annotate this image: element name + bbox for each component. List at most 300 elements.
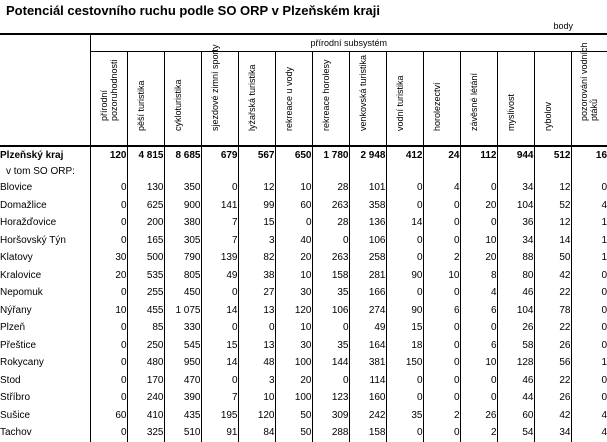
table-cell: 14	[534, 232, 571, 250]
table-cell: 410	[127, 407, 164, 425]
table-cell: 274	[349, 302, 386, 320]
empty-cell	[238, 164, 275, 179]
table-cell: 450	[164, 284, 201, 302]
table-cell: 54	[497, 424, 534, 442]
table-cell: 10	[275, 319, 312, 337]
table-cell: 35	[386, 407, 423, 425]
table-cell: 0	[386, 232, 423, 250]
table-cell: 0	[201, 179, 238, 197]
unit-label: body	[553, 21, 573, 31]
table-cell: 136	[349, 214, 386, 232]
column-header-label: rekreace u vody	[283, 66, 294, 131]
empty-cell	[164, 164, 201, 179]
table-row	[0, 284, 607, 302]
column-header	[90, 52, 127, 147]
table-cell: 0	[571, 319, 607, 337]
table-cell: 13	[238, 302, 275, 320]
column-header-label: horolezectví	[431, 82, 442, 131]
empty-cell	[423, 164, 460, 179]
table-cell: 52	[534, 197, 571, 215]
column-header-label: venkovská turistika	[357, 54, 368, 131]
table-cell: 288	[312, 424, 349, 442]
table-cell: 309	[312, 407, 349, 425]
table-cell: 0	[571, 179, 607, 197]
table-cell: 10	[423, 267, 460, 285]
table-cell: 60	[497, 407, 534, 425]
row-name: Stříbro	[0, 392, 31, 404]
column-header-label: přírodní pozoruhodnosti	[98, 59, 119, 121]
table-cell: 35	[312, 284, 349, 302]
table-cell: 242	[349, 407, 386, 425]
table-cell: 455	[127, 302, 164, 320]
table-cell: 0	[423, 389, 460, 407]
table-cell: 104	[497, 302, 534, 320]
table-cell: 26	[460, 407, 497, 425]
table-cell: 20	[460, 197, 497, 215]
table-cell: 805	[164, 267, 201, 285]
table-cell: 0	[571, 284, 607, 302]
table-cell: 470	[164, 372, 201, 390]
table-cell: 258	[349, 249, 386, 267]
table-cell: 42	[534, 407, 571, 425]
group-header: přírodní subsystém	[90, 34, 607, 52]
table-cell: 58	[497, 337, 534, 355]
empty-cell	[571, 164, 607, 179]
table-cell: 7	[201, 214, 238, 232]
table-cell: 14	[201, 354, 238, 372]
table-cell: 0	[460, 319, 497, 337]
row-name: Klatovy	[0, 252, 33, 264]
table-cell: 0	[90, 372, 127, 390]
empty-cell	[349, 164, 386, 179]
table-cell: 80	[497, 267, 534, 285]
row-name: Nýřany	[0, 304, 32, 316]
row-name: Přeštice	[0, 339, 37, 351]
table-cell: 650	[275, 146, 312, 164]
table-cell: 0	[90, 214, 127, 232]
row-name: Horažďovice	[0, 217, 57, 229]
table-cell: 1	[571, 232, 607, 250]
table-cell: 1 780	[312, 146, 349, 164]
empty-cell	[90, 164, 127, 179]
column-header	[201, 44, 238, 147]
table-cell: 26	[534, 389, 571, 407]
total-row	[0, 146, 607, 164]
row-label-header	[0, 34, 90, 146]
table-cell: 12	[238, 179, 275, 197]
table-cell: 20	[275, 249, 312, 267]
table-cell: 0	[571, 337, 607, 355]
table-cell: 250	[127, 337, 164, 355]
table-cell: 0	[386, 179, 423, 197]
table-cell: 412	[386, 146, 423, 164]
table-cell: 50	[275, 424, 312, 442]
table-cell: 0	[275, 214, 312, 232]
table-cell: 0	[90, 354, 127, 372]
table-cell: 120	[90, 146, 127, 164]
table-cell: 0	[571, 267, 607, 285]
column-header	[460, 52, 497, 147]
table-cell: 22	[534, 284, 571, 302]
table-cell: 625	[127, 197, 164, 215]
table-cell: 0	[460, 372, 497, 390]
table-cell: 10	[460, 232, 497, 250]
table-cell: 350	[164, 179, 201, 197]
table-cell: 10	[275, 179, 312, 197]
table-cell: 91	[201, 424, 238, 442]
table-cell: 381	[349, 354, 386, 372]
column-header	[349, 52, 386, 147]
table-cell: 99	[238, 197, 275, 215]
table-cell: 6	[423, 302, 460, 320]
table-cell: 900	[164, 197, 201, 215]
table-cell: 158	[349, 424, 386, 442]
table-cell: 281	[349, 267, 386, 285]
row-name: Domažlice	[0, 199, 47, 211]
table-cell: 0	[423, 337, 460, 355]
table-row	[0, 197, 607, 215]
table-cell: 24	[423, 146, 460, 164]
row-name: Plzeň	[0, 322, 26, 334]
empty-cell	[201, 164, 238, 179]
column-header-label: lyžařská turistika	[246, 64, 257, 131]
column-header	[386, 52, 423, 147]
table-row	[0, 214, 607, 232]
table-cell: 545	[164, 337, 201, 355]
table-row	[0, 302, 607, 320]
table-cell: 10	[238, 389, 275, 407]
table-cell: 7	[201, 232, 238, 250]
table-cell: 42	[534, 267, 571, 285]
table-cell: 0	[238, 319, 275, 337]
table-cell: 3	[238, 232, 275, 250]
table-cell: 0	[423, 319, 460, 337]
table-cell: 195	[201, 407, 238, 425]
table-cell: 123	[312, 389, 349, 407]
table-cell: 120	[275, 302, 312, 320]
empty-cell	[497, 164, 534, 179]
column-header	[312, 52, 349, 147]
table-cell: 480	[127, 354, 164, 372]
table-cell: 40	[275, 232, 312, 250]
table-cell: 46	[497, 284, 534, 302]
table-cell: 0	[423, 284, 460, 302]
table-cell: 85	[127, 319, 164, 337]
table-row	[0, 337, 607, 355]
table-cell: 0	[90, 319, 127, 337]
table-cell: 330	[164, 319, 201, 337]
table-cell: 20	[275, 372, 312, 390]
row-name: Blovice	[0, 182, 33, 194]
table-cell: 16	[571, 146, 607, 164]
table-cell: 567	[238, 146, 275, 164]
table-cell: 4	[423, 179, 460, 197]
table-cell: 20	[90, 267, 127, 285]
empty-cell	[127, 164, 164, 179]
table-cell: 18	[386, 337, 423, 355]
table-cell: 150	[386, 354, 423, 372]
table-cell: 14	[386, 214, 423, 232]
table-cell: 38	[238, 267, 275, 285]
table-cell: 158	[312, 267, 349, 285]
empty-cell	[534, 164, 571, 179]
table-cell: 36	[497, 214, 534, 232]
table-cell: 4	[571, 197, 607, 215]
row-name: Plzeňský kraj	[0, 150, 64, 161]
table-cell: 100	[275, 389, 312, 407]
table-cell: 35	[312, 337, 349, 355]
table-cell: 90	[386, 302, 423, 320]
table-cell: 30	[90, 249, 127, 267]
table-cell: 48	[238, 354, 275, 372]
table-cell: 139	[201, 249, 238, 267]
table-cell: 500	[127, 249, 164, 267]
table-cell: 100	[275, 354, 312, 372]
table-cell: 15	[201, 337, 238, 355]
table-row	[0, 424, 607, 442]
table-cell: 0	[90, 337, 127, 355]
table-cell: 390	[164, 389, 201, 407]
table-cell: 60	[90, 407, 127, 425]
table-cell: 28	[312, 179, 349, 197]
table-cell: 120	[238, 407, 275, 425]
empty-cell	[312, 164, 349, 179]
table-cell: 15	[386, 319, 423, 337]
table-cell: 0	[571, 389, 607, 407]
table-cell: 30	[275, 337, 312, 355]
column-header	[164, 52, 201, 147]
table-cell: 0	[312, 319, 349, 337]
table-cell: 34	[497, 232, 534, 250]
table-cell: 263	[312, 249, 349, 267]
column-header-label: pozorování vodních ptáků	[579, 42, 600, 121]
table-row	[0, 407, 607, 425]
table-cell: 0	[386, 284, 423, 302]
column-header-label: myslivost	[505, 93, 516, 131]
table-cell: 0	[460, 389, 497, 407]
section-label: v tom SO ORP:	[6, 166, 75, 177]
table-cell: 0	[201, 319, 238, 337]
table-cell: 0	[423, 372, 460, 390]
table-cell: 435	[164, 407, 201, 425]
row-name: Horšovský Týn	[0, 234, 66, 246]
table-cell: 2	[460, 424, 497, 442]
table-cell: 1	[571, 354, 607, 372]
table-cell: 26	[497, 319, 534, 337]
table-cell: 0	[201, 284, 238, 302]
table-cell: 10	[275, 267, 312, 285]
table-cell: 14	[201, 302, 238, 320]
table-cell: 0	[90, 389, 127, 407]
table-cell: 141	[201, 197, 238, 215]
table-cell: 510	[164, 424, 201, 442]
column-header-label: rybolov	[542, 101, 553, 131]
table-cell: 0	[386, 424, 423, 442]
table-cell: 535	[127, 267, 164, 285]
table-cell: 170	[127, 372, 164, 390]
table-cell: 22	[534, 372, 571, 390]
table-cell: 15	[238, 214, 275, 232]
column-header	[127, 52, 164, 147]
table-cell: 3	[238, 372, 275, 390]
table-cell: 512	[534, 146, 571, 164]
table-row	[0, 372, 607, 390]
table-cell: 49	[201, 267, 238, 285]
table-cell: 1	[571, 249, 607, 267]
table-cell: 101	[349, 179, 386, 197]
column-header-row	[0, 52, 607, 147]
table-cell: 0	[423, 197, 460, 215]
table-cell: 30	[275, 284, 312, 302]
table-cell: 78	[534, 302, 571, 320]
table-cell: 0	[90, 179, 127, 197]
table-cell: 22	[534, 319, 571, 337]
table-cell: 27	[238, 284, 275, 302]
table-cell: 165	[127, 232, 164, 250]
table-cell: 255	[127, 284, 164, 302]
table-cell: 90	[386, 267, 423, 285]
table-cell: 114	[349, 372, 386, 390]
table-cell: 0	[571, 372, 607, 390]
empty-cell	[275, 164, 312, 179]
table-cell: 12	[534, 214, 571, 232]
table-row	[0, 389, 607, 407]
table-cell: 50	[534, 249, 571, 267]
table-row	[0, 354, 607, 372]
table-cell: 34	[497, 179, 534, 197]
table-cell: 88	[497, 249, 534, 267]
table-cell: 305	[164, 232, 201, 250]
column-header	[238, 52, 275, 147]
empty-cell	[460, 164, 497, 179]
row-name: Tachov	[0, 427, 32, 439]
table-cell: 0	[460, 179, 497, 197]
table-cell: 82	[238, 249, 275, 267]
table-cell: 2 948	[349, 146, 386, 164]
table-cell: 0	[90, 284, 127, 302]
table-row	[0, 179, 607, 197]
table-cell: 790	[164, 249, 201, 267]
table-cell: 0	[423, 354, 460, 372]
column-header-label: závěsné létání	[468, 72, 479, 131]
table-cell: 325	[127, 424, 164, 442]
table-cell: 0	[90, 197, 127, 215]
table-cell: 0	[90, 424, 127, 442]
table-cell: 944	[497, 146, 534, 164]
table-row	[0, 232, 607, 250]
table-cell: 1	[571, 214, 607, 232]
table-cell: 1 075	[164, 302, 201, 320]
column-header	[423, 52, 460, 147]
table-cell: 128	[497, 354, 534, 372]
column-header	[275, 52, 312, 147]
table-cell: 0	[201, 372, 238, 390]
table-cell: 7	[201, 389, 238, 407]
table-cell: 4 815	[127, 146, 164, 164]
table-cell: 160	[349, 389, 386, 407]
table-cell: 164	[349, 337, 386, 355]
table-cell: 44	[497, 389, 534, 407]
table-cell: 13	[238, 337, 275, 355]
column-header-label: rekreace horolesy	[320, 59, 331, 131]
table-cell: 4	[571, 407, 607, 425]
table-cell: 0	[460, 214, 497, 232]
table-cell: 10	[90, 302, 127, 320]
column-header	[497, 52, 534, 147]
table-cell: 4	[460, 284, 497, 302]
table-cell: 6	[460, 337, 497, 355]
table-row	[0, 267, 607, 285]
table-cell: 200	[127, 214, 164, 232]
table-cell: 2	[423, 249, 460, 267]
table-cell: 84	[238, 424, 275, 442]
table-cell: 106	[349, 232, 386, 250]
table-cell: 12	[534, 179, 571, 197]
table-cell: 8	[460, 267, 497, 285]
table-cell: 0	[423, 214, 460, 232]
table-row	[0, 249, 607, 267]
table-cell: 112	[460, 146, 497, 164]
column-header-label: cykloturistika	[172, 79, 183, 131]
table-cell: 240	[127, 389, 164, 407]
table-cell: 49	[349, 319, 386, 337]
row-name: Sušice	[0, 409, 31, 421]
column-header	[571, 42, 607, 147]
table-cell: 6	[460, 302, 497, 320]
table-cell: 10	[460, 354, 497, 372]
table-cell: 679	[201, 146, 238, 164]
table-cell: 0	[386, 389, 423, 407]
row-name: Stod	[0, 374, 21, 386]
data-table	[0, 33, 607, 442]
table-cell: 0	[312, 232, 349, 250]
table-cell: 46	[497, 372, 534, 390]
column-header-label: pěší turistika	[135, 80, 146, 131]
column-header-label: sjezdové zimní sporty	[209, 44, 220, 131]
table-cell: 0	[386, 249, 423, 267]
table-cell: 0	[90, 232, 127, 250]
table-cell: 166	[349, 284, 386, 302]
table-cell: 130	[127, 179, 164, 197]
page-title: Potenciál cestovního ruchu podle SO ORP v Plzeňském kraji	[6, 3, 380, 18]
table-cell: 2	[423, 407, 460, 425]
table-cell: 104	[497, 197, 534, 215]
table-cell: 4	[571, 424, 607, 442]
column-header-label: vodní turistika	[394, 75, 405, 131]
column-header	[534, 52, 571, 147]
table-cell: 50	[275, 407, 312, 425]
table-cell: 0	[386, 197, 423, 215]
table-cell: 34	[534, 424, 571, 442]
table-cell: 56	[534, 354, 571, 372]
table-cell: 0	[423, 424, 460, 442]
table-cell: 0	[312, 372, 349, 390]
section-row	[0, 164, 607, 179]
table-cell: 60	[275, 197, 312, 215]
row-name: Kralovice	[0, 269, 42, 281]
row-name: Nepomuk	[0, 287, 43, 299]
table-cell: 26	[534, 337, 571, 355]
table-cell: 0	[423, 232, 460, 250]
table-cell: 106	[312, 302, 349, 320]
table-cell: 950	[164, 354, 201, 372]
table-cell: 358	[349, 197, 386, 215]
table-cell: 0	[386, 372, 423, 390]
table-cell: 144	[312, 354, 349, 372]
table-cell: 263	[312, 197, 349, 215]
table-cell: 28	[312, 214, 349, 232]
table-row	[0, 319, 607, 337]
